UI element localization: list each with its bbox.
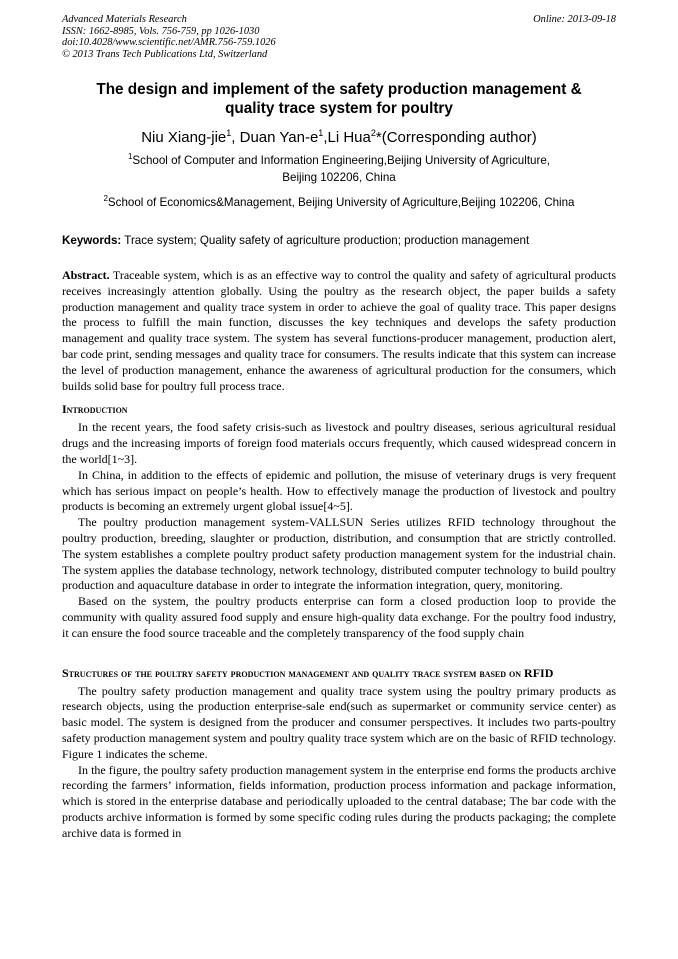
title-line-1: The design and implement of the safety production management & xyxy=(96,81,582,98)
copyright-line: © 2013 Trans Tech Publications Ltd, Switzerland xyxy=(62,48,268,60)
author-1-affil: 1 xyxy=(226,128,232,138)
affiliation-1 xyxy=(62,150,616,168)
paragraph: The poultry production management system-VALLSUN Series utilizes RFID technology throughout the poultry production, breeding, slaughter or production, distribution, and consumption that are strictly controlled. The system establishes a complete poultry product safety production management system for the industrial chain. The system applies the database technology, network technology, distributed computer technology to build poultry production and aquaculture database in order to integrate the information integration, query, monitoring. xyxy=(62,515,616,593)
title-line-2: quality trace system for poultry xyxy=(225,100,453,117)
paragraph: In the recent years, the food safety crisis-such as livestock and poultry diseases, serious agricultural residual drugs and the increasing imports of foreign food materials occurs frequently, which caused widespread concern in the world[1~3]. xyxy=(62,420,616,466)
journal-name: Advanced Materials Research xyxy=(62,14,187,25)
author-3-affil: 2 xyxy=(370,128,376,138)
affiliation-2 xyxy=(62,192,616,210)
paper-body xyxy=(62,268,616,842)
introduction-heading-text: Introduction xyxy=(62,402,128,417)
issn-line: ISSN: 1662-8985, Vols. 756-759, pp 1026-1030 xyxy=(62,25,260,37)
keywords-label: Keywords: xyxy=(62,234,122,247)
paragraph: The poultry safety production management and quality trace system using the poultry primary products as research objects, using the production enterprise-sale end(such as supermarket or community service center) as basic model. The system is designed from the producer and consumer perspectives. It includes two parts-poultry safety production management system and poultry quality trace system which are on the basic of RFID technology. Figure 1 indicates the scheme. xyxy=(62,683,616,761)
affiliation-1-city: Beijing 102206, China xyxy=(282,171,396,184)
author-1: Niu Xiang-jie xyxy=(141,129,227,146)
online-date: Online: 2013-09-18 xyxy=(533,14,616,25)
paragraph: Based on the system, the poultry products enterprise can form a closed production loop to provide the community with quality assured food supply and ensure high-quality data exchange. For the poultry food industry, it can ensure the food source traceable and the completely transparency of the food supply chain xyxy=(62,594,616,640)
keywords-text: Trace system; Quality safety of agriculture production; production management xyxy=(121,234,530,247)
structures-heading-text: Structures of the poultry safety production management and quality trace system based on xyxy=(62,665,522,680)
corresponding-note: *(Corresponding author) xyxy=(375,129,537,146)
affiliation-2-mark: 2 xyxy=(103,194,108,203)
abstract-label: Abstract. xyxy=(62,268,110,282)
paragraph: In China, in addition to the effects of epidemic and pollution, the misuse of veterinary drugs is very frequent which has serious impact on people’s health. How to effectively manage the production of livestock and poultry products is becoming an extremely urgent global issue[4~5]. xyxy=(62,467,616,514)
abstract-text: Traceable system, which is as an effective way to control the quality and safety of agricultural products receives increasingly attention globally. Using the poultry as the research object, the paper builds a safety production management and quality trace system in order to achieve the goal of quality trace. This paper designs the process to fulfill the main function, discusses the key techniques and develops the safety production management and quality trace system. The system has several functions-producer management, production alert, bar code print, sending messages and quality trace for consumers. The results indicate that this system can increase the level of production management, enhance the awareness of agricultural production for the consumers, which builds solid base for poultry full process trace. xyxy=(62,268,616,393)
author-2-affil: 1 xyxy=(318,128,324,138)
section-heading-structures xyxy=(62,666,616,681)
doi-line: doi:10.4028/www.scientific.net/AMR.756-759.1026 xyxy=(62,37,276,48)
abstract xyxy=(62,268,616,394)
author-list xyxy=(62,124,616,147)
section-heading-introduction xyxy=(62,402,616,417)
structures-heading-rfid: RFID xyxy=(521,665,554,680)
keywords xyxy=(62,234,616,248)
affiliation-1-text: School of Computer and Information Engineering,Beijing University of Agriculture, xyxy=(132,153,551,167)
paper-title xyxy=(62,80,616,118)
author-2: , Duan Yan-e xyxy=(231,129,319,146)
author-3: ,Li Hua xyxy=(323,129,371,146)
paragraph: In the figure, the poultry safety production management system in the enterprise end forms the products archive recording the farmers’ information, fields information, production process information and package information, which is stored in the enterprise database and periodically uploaded to the central database; The bar code with the products archive information is formed by some specific coding rules during the products packaging; the complete archive data is formed in xyxy=(62,762,616,840)
journal-header xyxy=(62,14,276,60)
affiliation-1-mark: 1 xyxy=(127,152,133,161)
affiliation-2-text: School of Economics&Management, Beijing University of Agriculture,Beijing 102206, China xyxy=(107,195,575,209)
